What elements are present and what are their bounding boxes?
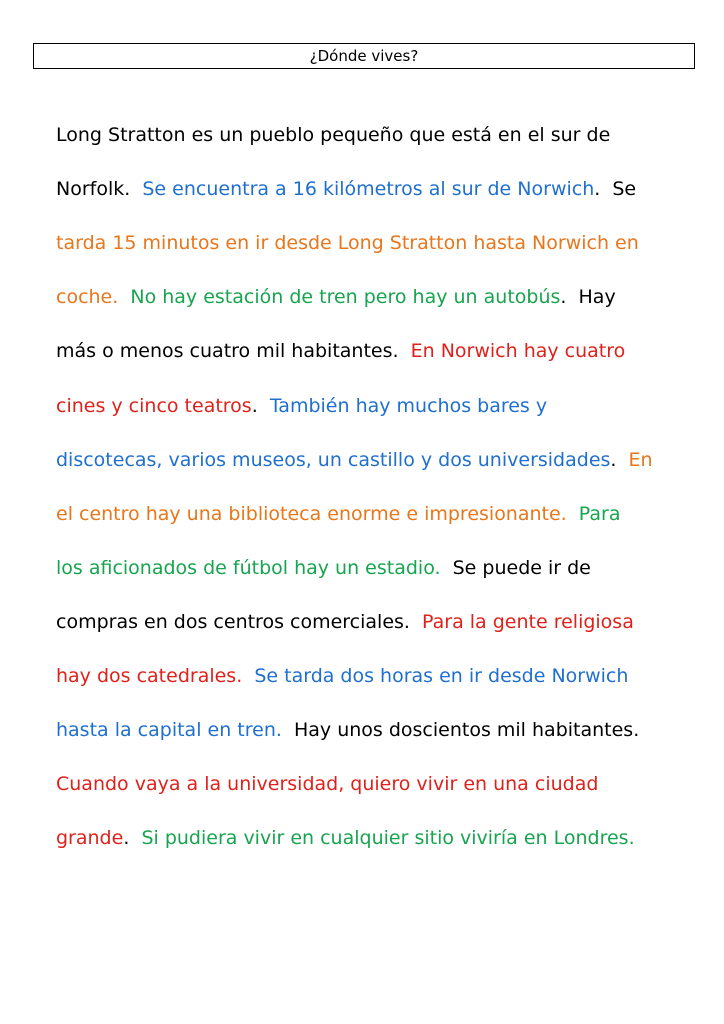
text-line: [56, 228, 639, 258]
text-line: [56, 282, 616, 312]
text-segment: .: [251, 394, 270, 417]
text-segment: hay dos catedrales.: [56, 665, 255, 687]
text-line: [56, 715, 639, 745]
text-line: [56, 553, 591, 583]
text-segment: .: [610, 448, 629, 471]
text-line: [56, 120, 610, 150]
text-segment: grande: [56, 827, 124, 850]
text-segment: Para la gente religiosa: [422, 610, 634, 633]
text-line: [56, 769, 598, 799]
text-line: [56, 174, 636, 204]
text-line: [56, 823, 635, 853]
page-title-box: [33, 43, 695, 69]
text-segment: más o menos cuatro mil habitantes.: [56, 340, 411, 363]
text-segment: discotecas, varios museos, un castillo y dos universidades: [56, 448, 611, 471]
text-line: [56, 391, 547, 421]
text-line: [56, 499, 621, 529]
text-segment: Se encuentra a 16 kilómetros al sur de Norwich: [142, 178, 595, 201]
text-segment: En Norwich hay cuatro: [410, 340, 626, 363]
text-segment: Si pudiera vivir en cualquier sitio viviría en Londres.: [141, 827, 635, 850]
text-segment: No hay estación de tren pero hay un autobús: [130, 286, 561, 309]
text-segment: Se puede ir de: [452, 556, 591, 579]
text-line: [56, 445, 653, 475]
text-segment: compras en dos centros comerciales.: [56, 610, 423, 633]
page-title: ¿Dónde vives?: [309, 47, 419, 65]
text-segment: el centro hay una biblioteca enorme e impresionante.: [56, 502, 579, 525]
text-segment: Norfolk.: [56, 178, 143, 201]
text-segment: . Se: [594, 178, 637, 201]
text-segment: Para: [578, 502, 621, 525]
text-line: [56, 607, 634, 637]
text-segment: los aficionados de fútbol hay un estadio.: [56, 556, 453, 579]
text-segment: tarda 15 minutos en ir desde Long Stratton hasta Norwich en: [56, 232, 639, 255]
text-segment: . Hay: [560, 286, 616, 309]
text-segment: coche.: [56, 286, 131, 309]
text-segment: Hay unos doscientos mil habitantes.: [293, 719, 640, 742]
text-segment: En: [628, 448, 653, 471]
text-segment: Long Stratton es un pueblo pequeño que está en el sur de: [56, 124, 611, 146]
text-line: [56, 661, 628, 691]
text-segment: hasta la capital en tren.: [56, 719, 294, 742]
text-line: [56, 336, 625, 366]
text-segment: También hay muchos bares y: [269, 394, 548, 417]
text-segment: .: [123, 827, 142, 850]
text-segment: Se tarda dos horas en ir desde Norwich: [254, 665, 629, 687]
text-segment: Cuando vaya a la universidad, quiero vivir en una ciudad: [56, 773, 599, 796]
text-segment: cines y cinco teatros: [56, 394, 252, 417]
